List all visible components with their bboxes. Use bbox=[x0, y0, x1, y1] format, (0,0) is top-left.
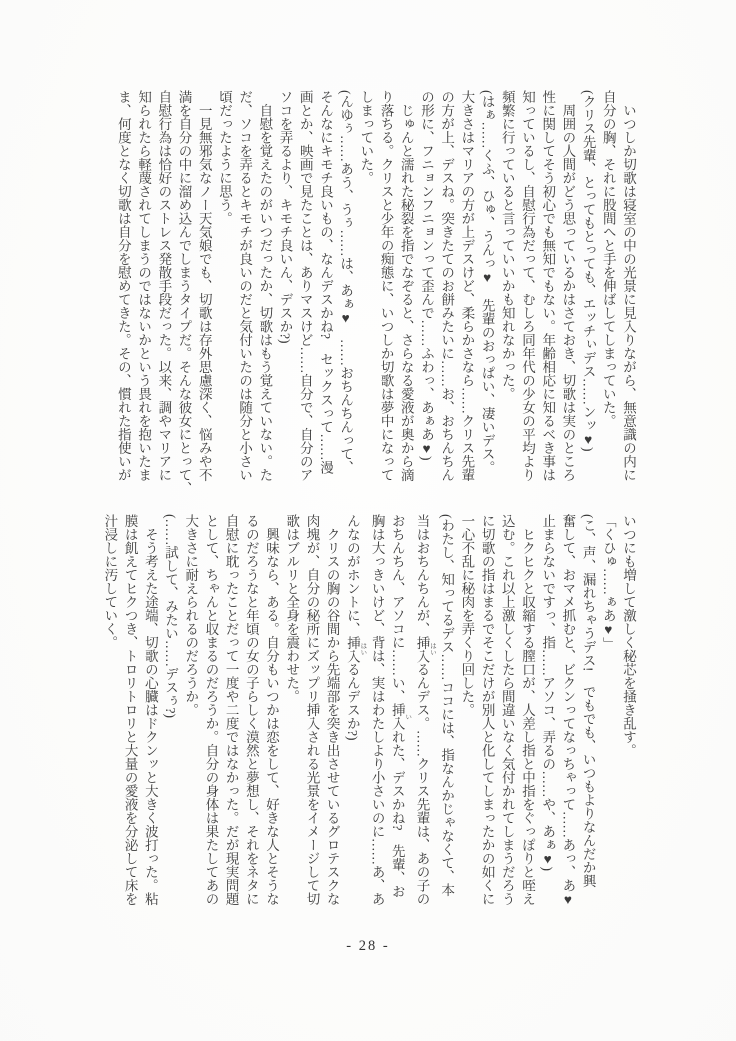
text-line: ソコを弄るより、キモチ良いん、デスか?) bbox=[277, 90, 293, 344]
text-line: (クリス先輩、とってもとっても、エッチぃデス……ンッ♥) bbox=[580, 90, 596, 452]
text-line: 肉塊が、自分の秘所にズップリ挿入される光景をイメージして切 bbox=[304, 514, 320, 906]
text-line: の形に、フニョンフニョンって歪んで……ふわっ、あぁあ♥) bbox=[418, 90, 434, 461]
text-line: 止まらないですっ、指……アソコ、弄るの……や、あぁ♥) bbox=[540, 514, 556, 871]
page-number: - 28 - bbox=[346, 938, 390, 954]
text-line: 画とか、映画で見たことは、ありマスけど……自分で、自分のア bbox=[297, 90, 313, 482]
text-line: そう考えた途端、切歌の心臓はドクンッと大きく波打った。粘 bbox=[142, 514, 158, 906]
text-line: 自慰を覚えたのがいつだったか、切歌はもう覚えていない。た bbox=[257, 90, 273, 482]
text-line: るのだろうなと年頃の女の子らしく漠然と夢想し、それをネタに bbox=[243, 514, 259, 906]
text-line: 大きさに耐えられるのだろうか。 bbox=[183, 514, 199, 717]
text-line: 込む。これ以上激しくしたら間違いなく気付かれてしまうだろう bbox=[499, 514, 515, 906]
text-line: 興味なら、ある。自分もいつかは恋をして、好きな人とそうな bbox=[264, 514, 280, 906]
text-line: しまっていた。 bbox=[358, 90, 374, 185]
text-line: おちんちん、アソコに……い、挿入 いれた、デスかね? 先輩、お bbox=[389, 514, 412, 898]
text-line: 満を自分の中に溜め込んでしまうタイプだ。そんな彼女にとって、 bbox=[176, 90, 192, 495]
text-line: 胸は大っきいけど、背は、実はわたしより小さいのに……あ、あ bbox=[369, 514, 385, 906]
text-line: 自慰に耽ったことだって一度や二度ではなかった。だが現実問題 bbox=[223, 514, 239, 906]
text-line: ヒクヒクと収縮する膣口が、人差し指と中指をぐっぽりと咥え bbox=[519, 514, 535, 906]
text-line: 頃だったように思う。 bbox=[216, 90, 232, 225]
text-line: 自慰行為は恰好のストレス発散手段だった。以来、調やマリアに bbox=[156, 90, 172, 482]
text-line: (んゆぅ……あう、うぅ……は、あぁ♥ ……おちんちんって、 bbox=[338, 90, 354, 474]
text-line: 膜は飢えてヒクつき、トロリトロリと大量の愛液を分泌して床を bbox=[122, 514, 138, 906]
text-line: いつにも増して激しく秘芯を掻き乱す。 bbox=[621, 514, 636, 757]
text-line: 頻繁に行っていると言っていいかも知れなかった。 bbox=[499, 90, 515, 401]
text-line: (……試して、みたい……デスぅ?) bbox=[163, 514, 179, 718]
text-line: 一見無邪気なノー天気娘でも、切歌は存外思慮深く、悩みや不 bbox=[196, 90, 212, 482]
text-block-upper bbox=[110, 90, 638, 495]
text-line: そんなにキモチ良いもの、なんデスかね? セックスって……漫 bbox=[317, 90, 333, 474]
text-line: として、ちゃんと収まるのだろうか。自分の身体は果たしてあの bbox=[203, 514, 219, 906]
text-line: 自分の胸、それに股間へと手を伸ばしてしまっていた。 bbox=[600, 90, 616, 428]
text-line: 知っているし、自慰行為だって、むしろ同年代の少女の平均より bbox=[519, 90, 535, 482]
text-line: に切歌の指はまるでそこだけが別人と化してしまったかの如くに bbox=[479, 514, 495, 906]
text-line: いつしか切歌は寝室の中の光景に見入りながら、無意識の内に bbox=[621, 90, 636, 482]
text-line: 「くひゅ……ぁあ♥」 bbox=[600, 514, 616, 651]
text-line: 性に関してそう初心でも無知でもない。年齢相応に知るべき事は bbox=[540, 90, 556, 482]
text-line: んなのがホントに、挿入 はいるんデスか?) bbox=[344, 514, 367, 741]
text-block-lower bbox=[102, 514, 638, 908]
text-line: の方が上、デスね。突きたてのお餅みたいに……お、おちんちん bbox=[439, 90, 455, 482]
text-line: 奮して、おマメ抓むと、ビクンってなっちゃって……あっ、あ♥ bbox=[560, 514, 576, 907]
text-line: (はぁ……くふ、ひゅ、うんっ♥ 先輩のおっぱい、凄いデス。 bbox=[479, 90, 495, 474]
text-line: り落ちる。クリスと少年の痴態に、いつしか切歌は夢中になって bbox=[378, 90, 394, 482]
text-line: 歌はブルリと全身を震わせた。 bbox=[284, 514, 300, 703]
text-line: 当はおちんちんが、挿入 はいるんデス。……クリス先輩は、あの子の bbox=[414, 514, 436, 906]
text-line: ま、何度となく切歌は自分を慰めてきた。その、慣れた指使いが bbox=[115, 90, 131, 482]
text-line: じゅんと濡れた秘裂を指でなぞると、さらなる愛液が奥から滴 bbox=[398, 90, 414, 482]
text-line: (こ、声、漏れちゃうデス! でもでも、いつもよりなんだか興 bbox=[580, 514, 596, 888]
text-line: 汁浸しに汚していく。 bbox=[102, 514, 118, 649]
text-line: 周囲の人間がどう思っているかはさておき、切歌は実のところ bbox=[560, 90, 576, 482]
text-line: 知られたら軽蔑されてしまうのではないかという畏れを抱いたま bbox=[136, 90, 152, 482]
text-line: (わたし、知ってるデス……ココには、指なんかじゃなくて、本 bbox=[439, 514, 455, 897]
text-line: だ、ソコを弄るとキモチが良いのだと気付いたのは随分と小さい bbox=[237, 90, 253, 482]
text-line: クリスの胸の谷間から先端部を突き出させているグロテスクな bbox=[324, 514, 340, 906]
text-line: 大きさはマリアの方が上デスけど、柔らかさなら……クリス先輩 bbox=[459, 90, 475, 482]
text-line: 一心不乱に秘肉を弄くり回した。 bbox=[459, 514, 475, 717]
